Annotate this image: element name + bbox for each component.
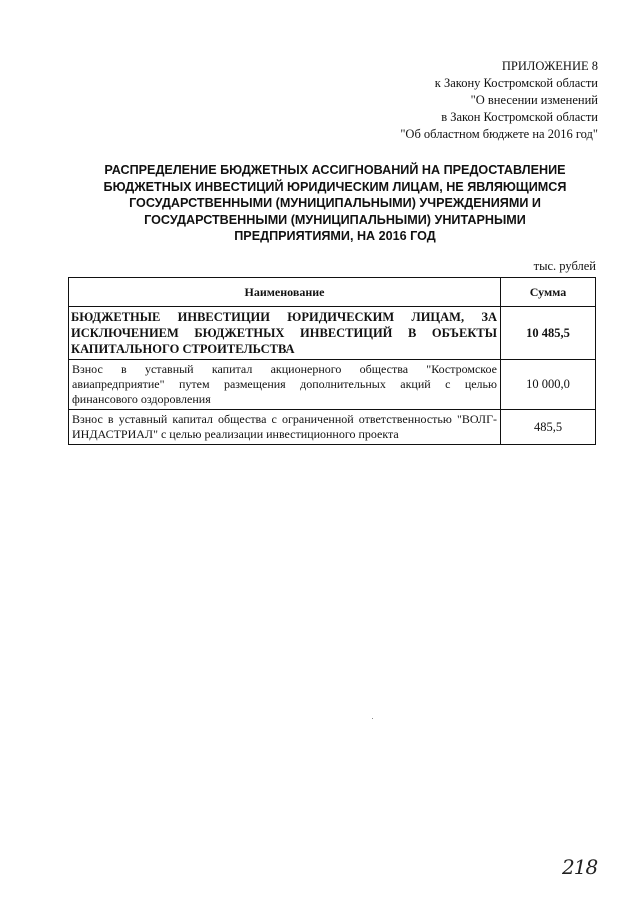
- title-line-2: БЮДЖЕТНЫХ ИНВЕСТИЦИЙ ЮРИДИЧЕСКИМ ЛИЦАМ, НЕ ЯВЛЯЮЩИМСЯ: [103, 179, 567, 194]
- table-row: [69, 410, 596, 445]
- row-name-aviation: Взнос в уставный капитал акционерного общества "Костромское авиапредприятие" путем размещения дополнительных акций с целью финансового оздоровления: [69, 360, 501, 410]
- row-sum-volg: 485,5: [501, 410, 596, 445]
- header-sum: Сумма: [501, 278, 596, 307]
- header-name: Наименование: [69, 278, 501, 307]
- row-name-volg: Взнос в уставный капитал общества с ограниченной ответственностью "ВОЛГ-ИНДАСТРИАЛ" с целью реализации инвестиционного проекта: [69, 410, 501, 445]
- scan-speck: [372, 718, 373, 719]
- table-row: [69, 360, 596, 410]
- handwritten-page-number: 218: [562, 855, 598, 879]
- appendix-law-ref: к Закону Костромской области: [434, 76, 598, 90]
- title-line-3: ГОСУДАРСТВЕННЫМИ (МУНИЦИПАЛЬНЫМИ) УЧРЕЖДЕНИЯМИ И: [129, 196, 541, 211]
- appendix-law-title-3: "Об областном бюджете на 2016 год": [400, 127, 598, 141]
- title-line-4: ГОСУДАРСТВЕННЫМИ (МУНИЦИПАЛЬНЫМИ) УНИТАРНЫМИ: [144, 212, 526, 227]
- appendix-number: ПРИЛОЖЕНИЕ 8: [501, 59, 598, 73]
- row-sum-total: 10 485,5: [501, 307, 596, 360]
- title-line-5: ПРЕДПРИЯТИЯМИ, НА 2016 ГОД: [234, 229, 436, 244]
- title-line-1: РАСПРЕДЕЛЕНИЕ БЮДЖЕТНЫХ АССИГНОВАНИЙ НА ПРЕДОСТАВЛЕНИЕ: [104, 163, 566, 177]
- appendix-block: [400, 58, 598, 143]
- appendix-law-title-2: в Закон Костромской области: [441, 110, 598, 124]
- table-header-row: [69, 278, 596, 307]
- table-row: [69, 307, 596, 360]
- budget-table: [68, 277, 596, 445]
- units-label: тыс. рублей: [533, 259, 596, 273]
- row-name-total: БЮДЖЕТНЫЕ ИНВЕСТИЦИИ ЮРИДИЧЕСКИМ ЛИЦАМ, ЗА ИСКЛЮЧЕНИЕМ БЮДЖЕТНЫХ ИНВЕСТИЦИЙ В ОБЪЕКТЫ КАПИТАЛЬНОГО СТРОИТЕЛЬСТВА: [69, 307, 501, 360]
- appendix-law-title-1: "О внесении изменений: [470, 93, 598, 107]
- document-title: [70, 162, 600, 245]
- row-sum-aviation: 10 000,0: [501, 360, 596, 410]
